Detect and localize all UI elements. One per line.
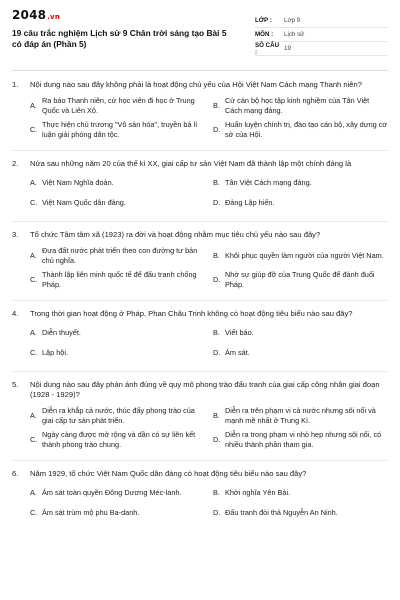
answer-options xyxy=(12,325,388,361)
question-number: 5. xyxy=(12,379,19,389)
option-letter: B. xyxy=(213,411,220,421)
answer-option-c[interactable] xyxy=(30,270,205,290)
option-letter: D. xyxy=(213,507,221,517)
question-number: 4. xyxy=(12,308,19,318)
option-text: Ám sát. xyxy=(225,347,250,357)
option-text: Thực hiện chủ trương "Vô sản hóa", truyền bá lí luận giải phóng dân tộc. xyxy=(42,119,198,139)
answer-options xyxy=(12,406,388,449)
answer-option-d[interactable] xyxy=(213,430,388,450)
option-text: Khôi phục quyền làm người của người Việt Nam. xyxy=(225,251,384,261)
answer-option-d[interactable] xyxy=(213,195,388,211)
answer-option-b[interactable] xyxy=(213,325,388,341)
question-header xyxy=(12,80,388,90)
question-header xyxy=(12,380,388,401)
question-text: Nửa sau những năm 20 của thế kỉ XX, giai cấp tư sản Việt Nam đã thành lập một chính đảng là xyxy=(30,158,352,168)
meta-class-value: Lớp 9 xyxy=(284,17,301,24)
answer-option-a[interactable] xyxy=(30,96,205,116)
option-letter: B. xyxy=(213,251,220,261)
question-header xyxy=(12,469,388,479)
option-text: Khởi nghĩa Yên Bái. xyxy=(225,487,291,497)
question-divider xyxy=(12,300,388,301)
answer-option-b[interactable] xyxy=(213,406,388,426)
answer-options xyxy=(12,246,388,289)
meta-subject-value: Lịch sử xyxy=(284,31,305,38)
option-text: Diễn thuyết. xyxy=(42,327,81,337)
option-letter: C. xyxy=(30,347,38,357)
option-letter: C. xyxy=(30,124,38,134)
option-text: Nhờ sự giúp đỡ của Trung Quốc để đánh đuổi Pháp. xyxy=(225,269,375,289)
header xyxy=(0,0,400,60)
option-letter: D. xyxy=(213,197,221,207)
question-5 xyxy=(12,380,388,450)
answer-option-b[interactable] xyxy=(213,175,388,191)
answer-option-d[interactable] xyxy=(213,270,388,290)
question-text: Năm 1929, tổ chức Việt Nam Quốc dân đảng có hoạt động tiêu biểu nào sau đây? xyxy=(30,468,307,478)
question-divider xyxy=(12,371,388,372)
question-header xyxy=(12,309,388,319)
option-text: Lập hội. xyxy=(42,347,68,357)
option-letter: C. xyxy=(30,274,38,284)
meta-table xyxy=(255,14,388,56)
answer-option-d[interactable] xyxy=(213,345,388,361)
question-6 xyxy=(12,469,388,521)
question-text: Tổ chức Tâm tâm xã (1923) ra đời và hoạt động nhằm mục tiêu chủ yếu nào sau đây? xyxy=(30,229,321,239)
question-text: Nội dung nào sau đây phản ánh đúng về quy mô phong trào đấu tranh của giai cấp công nhân giai đoạn (1928 - 1929)? xyxy=(30,379,380,399)
question-divider xyxy=(12,460,388,461)
answer-option-c[interactable] xyxy=(30,345,205,361)
option-letter: D. xyxy=(213,347,221,357)
option-text: Đảng Lập hiến. xyxy=(225,197,275,207)
option-letter: B. xyxy=(213,487,220,497)
option-text: Việt Nam Nghĩa đoàn. xyxy=(42,177,114,187)
answer-option-b[interactable] xyxy=(213,246,388,266)
option-text: Việt Nam Quốc dân đảng. xyxy=(42,197,126,207)
question-header xyxy=(12,159,388,169)
meta-row-class xyxy=(255,14,388,28)
question-text: Nội dung nào sau đây không phải là hoạt động chủ yếu của Hội Việt Nam Cách mạng Thanh niên? xyxy=(30,80,362,89)
option-text: Ngày càng được mở rộng và dần có sự liên kết thành phong trào chung. xyxy=(42,429,196,449)
question-number: 3. xyxy=(12,229,19,239)
option-text: Diễn ra trong phạm vi nhỏ hẹp nhưng sôi nổi, có nhiều thành phần tham gia. xyxy=(225,429,382,449)
answer-option-a[interactable] xyxy=(30,325,205,341)
question-2 xyxy=(12,159,388,211)
meta-count-value: 19 xyxy=(284,45,291,52)
logo-suffix: .vn xyxy=(47,13,61,21)
question-number: 1. xyxy=(12,80,19,89)
meta-row-subject xyxy=(255,28,388,42)
header-divider xyxy=(12,70,388,71)
logo-text: 2048 xyxy=(12,8,47,22)
option-letter: B. xyxy=(213,101,220,111)
question-header xyxy=(12,230,388,240)
answer-option-a[interactable] xyxy=(30,246,205,266)
meta-class-label: LỚP : xyxy=(255,17,272,24)
option-text: Đưa đất nước phát triển theo con đường tư bản chủ nghĩa. xyxy=(42,246,198,265)
meta-row-count xyxy=(255,42,388,56)
option-text: Tân Việt Cách mạng đảng. xyxy=(225,177,312,187)
meta-subject-label: MÔN : xyxy=(255,31,274,38)
question-number: 6. xyxy=(12,468,19,478)
question-4 xyxy=(12,309,388,361)
answer-option-a[interactable] xyxy=(30,485,205,501)
answer-options xyxy=(12,175,388,211)
option-text: Diễn ra khắp cả nước, thúc đẩy phong trào của giai cấp tư sản phát triển. xyxy=(42,406,195,426)
answer-option-a[interactable] xyxy=(30,406,205,426)
meta-count-label: SỐ CÂU : xyxy=(255,41,280,56)
option-text: Diễn ra trên phạm vi cả nước nhưng sôi nổi và mạnh mẽ nhất ở Trung Kì. xyxy=(225,406,376,426)
answer-option-b[interactable] xyxy=(213,485,388,501)
question-number: 2. xyxy=(12,158,19,168)
answer-option-c[interactable] xyxy=(30,505,205,521)
question-divider xyxy=(12,221,388,222)
answer-option-c[interactable] xyxy=(30,430,205,450)
option-text: Huấn luyện chính trị, đào tạo cán bộ, xây dựng cơ sở của Hội. xyxy=(225,119,388,139)
option-text: Ám sát toàn quyền Đông Dương Méc-lanh. xyxy=(42,487,182,497)
option-text: Ám sát trùm mộ phu Ba-danh. xyxy=(42,507,140,517)
question-list xyxy=(12,80,388,531)
page-title: 19 câu trắc nghiệm Lịch sử 9 Chân trời sáng tạo Bài 5 có đáp án (Phần 5) xyxy=(12,28,227,49)
option-letter: A. xyxy=(30,327,37,337)
option-letter: A. xyxy=(30,487,37,497)
answer-option-b[interactable] xyxy=(213,96,388,116)
option-letter: A. xyxy=(30,177,37,187)
answer-option-a[interactable] xyxy=(30,175,205,191)
option-letter: A. xyxy=(30,251,37,261)
answer-options xyxy=(12,96,388,139)
option-text: Thành lập liên minh quốc tế để đấu tranh chống Pháp. xyxy=(42,269,197,289)
question-3 xyxy=(12,230,388,290)
answer-option-c[interactable] xyxy=(30,195,205,211)
option-text: Đấu tranh đòi thả Nguyễn An Ninh. xyxy=(225,507,338,517)
option-letter: A. xyxy=(30,101,37,111)
question-1 xyxy=(12,80,388,140)
option-letter: B. xyxy=(213,177,220,187)
option-letter: C. xyxy=(30,197,38,207)
option-letter: D. xyxy=(213,434,221,444)
answer-options xyxy=(12,485,388,521)
option-letter: C. xyxy=(30,434,38,444)
option-letter: B. xyxy=(213,327,220,337)
option-letter: D. xyxy=(213,274,221,284)
answer-option-d[interactable] xyxy=(213,120,388,140)
option-text: Ra báo Thanh niên, cử học viên đi học ở Trung Quốc và Liên Xô. xyxy=(42,96,195,116)
option-letter: D. xyxy=(213,124,221,134)
option-text: Cử cán bộ học tập kinh nghiệm của Tân Việt Cách mạng đảng. xyxy=(225,96,370,116)
answer-option-c[interactable] xyxy=(30,120,205,140)
question-divider xyxy=(12,150,388,151)
answer-option-d[interactable] xyxy=(213,505,388,521)
question-text: Trong thời gian hoạt động ở Pháp, Phan Châu Trinh không có hoạt động tiêu biểu nào sau đây? xyxy=(30,308,353,318)
option-letter: A. xyxy=(30,411,37,421)
option-letter: C. xyxy=(30,507,38,517)
option-text: Viết báo. xyxy=(225,327,254,337)
